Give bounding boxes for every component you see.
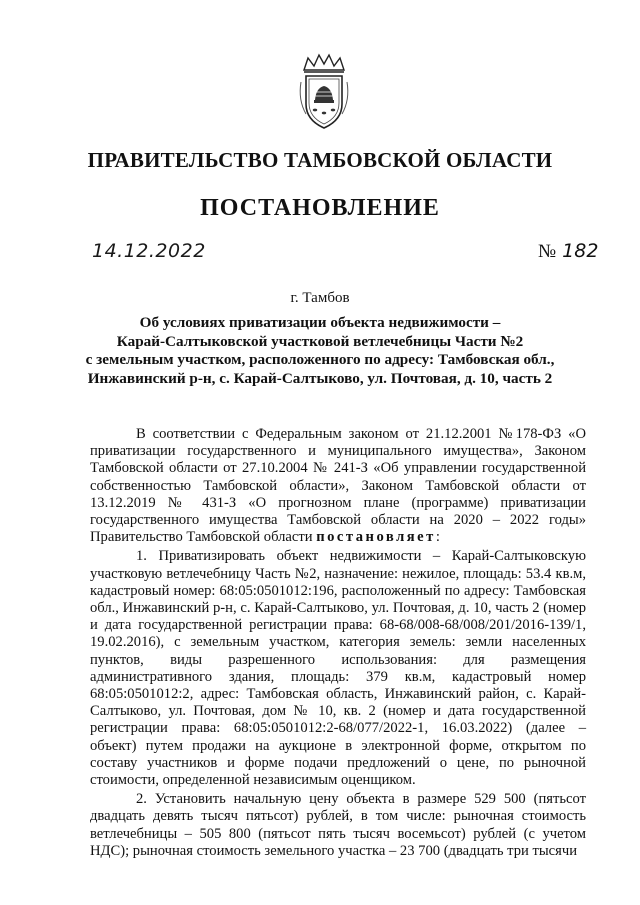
subject-line: Инжавинский р-н, с. Карай-Салтыково, ул. Почтовая, д. 10, часть 2 — [87, 369, 553, 387]
subject-line: Карай-Салтыковской участковой ветлечебницы Части №2 — [116, 332, 524, 350]
resolves-colon: : — [435, 529, 440, 546]
preamble-text: В соответствии с Федеральным законом от 21.12.2001 №178-ФЗ «О приватизации государственного и муниципального имущества», Законом Тамбовской области от 27.10.2004 № 241-З «Об управлении государственной собственностью Тамбовской области», Законом Тамбовской области от 13.12.2019 № 431-З «О прогнозном плане (программе) приватизации государственного имущества Тамбовской области на 2020 – 2022 годы» Правительство Тамбовской области — [90, 426, 586, 546]
document-number — [538, 240, 598, 263]
tambov-coat-of-arms-icon — [296, 52, 352, 130]
resolves-word: постановляет — [316, 529, 436, 546]
government-title: ПРАВИТЕЛЬСТВО ТАМБОВСКОЙ ОБЛАСТИ — [87, 148, 553, 172]
subject-line: с земельным участком, расположенного по адресу: Тамбовская обл., — [85, 351, 555, 369]
city-label: г. Тамбов — [290, 290, 350, 306]
document-date: 14.12.2022 — [92, 240, 206, 262]
document-subject — [70, 314, 570, 388]
number-sign: № — [538, 241, 557, 262]
number-value: 182 — [562, 240, 599, 262]
document-type-title: ПОСТАНОВЛЕНИЕ — [200, 195, 440, 221]
subject-line: Об условиях приватизации объекта недвижимости – — [139, 314, 501, 331]
document-body — [90, 426, 586, 860]
coat-of-arms-emblem — [296, 52, 352, 130]
preamble-paragraph — [90, 426, 586, 546]
clause-2: 2. Установить начальную цену объекта в размере 529 500 (пятьсот двадцать девять тысяч пятьсот) рублей, в том числе: рыночная стоимость ветлечебницы – 505 800 (пятьсот пять тысяч восемьсот) рублей (с учетом НДС); рыночная стоимость земельного участка – 23 700 (двадцать три тысячи — [90, 791, 586, 859]
clause-1: 1. Приватизировать объект недвижимости – Карай-Салтыковскую участковую ветлечебницу Часть №2, назначение: нежилое, площадь: 53.4 кв.м, кадастровый номер: 68:05:0501012:196, расположенный по адресу: Тамбовская обл., Инжавинский р-н, с. Карай-Салтыково, ул. Почтовая, д. 10, часть 2 (номер и дата государственной регистрации права: 68-68/008-68/008/201/2016-139/1, 19.02.2016), с земельным участком, категория земель: земли населенных пунктов, виды разрешенного использования: для размещения административного здания, площадь: 379 кв.м, кадастровый номер 68:05:0501012:2, адрес: Тамбовская область, Инжавинский район, с. Карай-Салтыково, ул. Почтовая, дом № 10, кв. 2 (номер и дата государственной регистрации права: 68:05:0501012:2-68/077/2022-1, 16.03.2022) (далее – объект) путем продажи на аукционе в электронной форме, открытом по составу участников и форме подачи предложений о цене, по рыночной стоимости, определенной независимым оценщиком. — [90, 548, 586, 789]
